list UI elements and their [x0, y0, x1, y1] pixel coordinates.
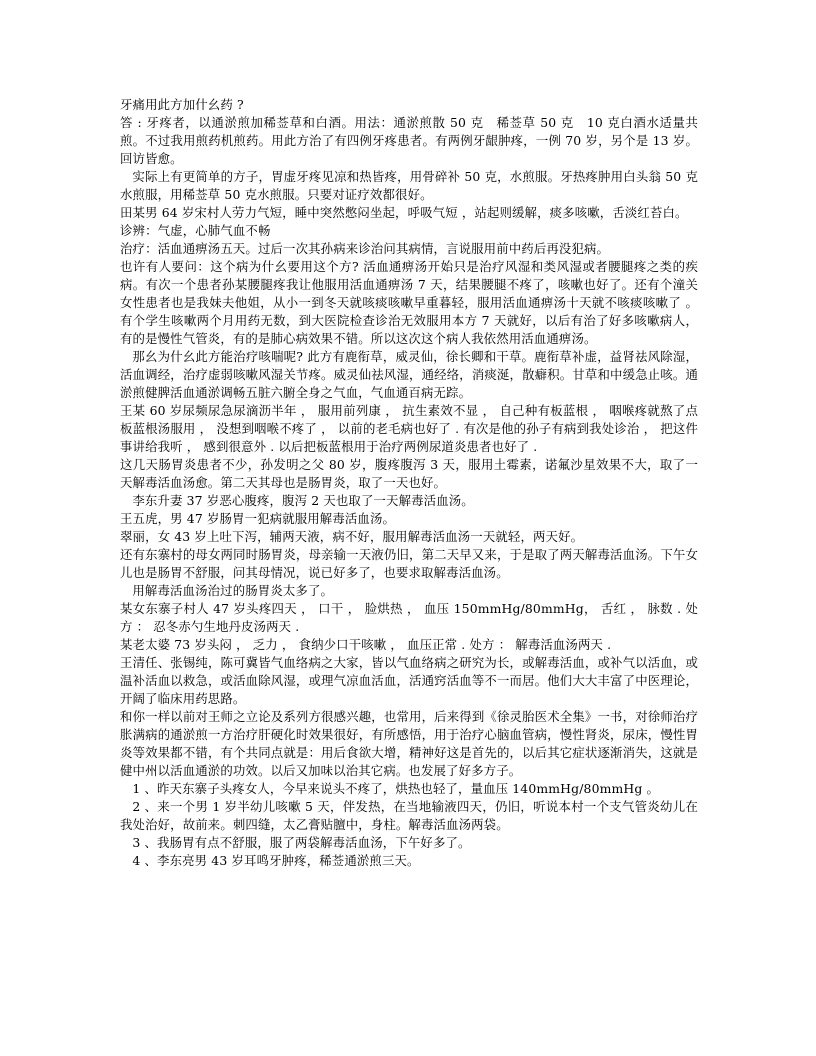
case-li-line: 李东升妻 37 岁恶心腹疼，腹泻 2 天也取了一天解毒活血汤。	[132, 493, 474, 508]
answer-paragraph: 答 : 牙疼者，以通淤煎加稀莶草和白酒。用法：通淤煎散 50 克 稀莶草 50 克 10 克白酒水适量共煎。不过我用煎药机煎药。用此方治了有四例牙疼患者。有两例牙龈肿疼，一例 70 岁，另个是 13 岁。回访皆愈。	[120, 115, 698, 166]
case-mother-daughter-paragraph: 还有东寨村的母女两同时肠胃炎，母亲输一天液仍旧，第二天早又来，于是取了两天解毒活血汤。下午女儿也是肠胃不舒服，问其母情况，说已好多了，也要求取解毒活血汤。	[120, 547, 698, 580]
document-page	[120, 96, 698, 870]
treatment-line: 治疗：活血通痹汤五天。过后一次其孙病来诊治问其病情，言说服用前中药后再没犯病。	[120, 241, 610, 256]
case-cuili-line: 翠丽，女 43 岁上吐下泻，辅两天液，病不好，服用解毒活血汤一天就轻，两天好。	[120, 529, 584, 544]
summary-line: 用解毒活血汤治过的肠胃炎太多了。	[132, 583, 334, 598]
gastroenteritis-paragraph: 这几天肠胃炎患者不少，孙发明之父 80 岁，腹疼腹泻 3 天，服用土霉素，诺氟沙星效果不大，取了一天解毒活血汤愈。第二天其母也是肠胃炎，取了一天也好。	[120, 457, 698, 490]
case-wang-paragraph: 王某 60 岁尿频尿急尿滴沥半年 ， 服用前列康 ， 抗生素效不显 ， 自己种有板蓝根 ， 咽喉疼就熬了点板蓝根汤服用 ， 没想到咽喉不疼了 ， 以前的老毛病也好了 . 有次是他的孙子有病到我处诊治 ， 把这件事讲给我听 ， 感到很意外 . 以后把板蓝根用于治疗两例尿道炎患者也好了 .	[120, 403, 698, 454]
case-headache-woman-paragraph: 某女东寨子村人 47 岁头疼四天 ， 口干 ， 脸烘热 ， 血压 150mmHg/80mmHg， 舌红 ， 脉数 . 处方 ： 忍冬赤勺生地丹皮汤两天 .	[120, 601, 698, 634]
list-item: 1 、昨天东寨子头疼女人，今早来说头不疼了，烘热也轻了，量血压 140mmHg/80mmHg 。	[132, 781, 660, 796]
list-item: 2 、来一个男 1 岁半幼儿咳嗽 5 天，伴发热，在当地输液四天，仍旧，听说本村一个支气管炎幼儿在我处治好，故前来。刺四缝，太乙膏贴膻中，身柱。解毒活血汤两袋。	[120, 799, 698, 832]
case-wangwuhu-line: 王五虎，男 47 岁肠胃一犯病就服用解毒活血汤。	[120, 511, 396, 526]
heading-question: 牙痛用此方加什幺药 ?	[120, 97, 244, 112]
experience-paragraph: 和你一样以前对王师之立论及系列方很感兴趣，也常用，后来得到《徐灵胎医术全集》一书，对徐师治疗胀满病的通淤煎一方治疗肝硬化时效果很好，有所感悟，用于治疗心脑血管病，慢性肾炎，尿床，慢性胃炎等效果都不错，有个共同点就是：用后食欲大增，精神好这是首先的，以后其它症状逐渐消失，这就是健中州以活血通淤的功效。以后又加味以治其它病。也发展了好多方子。	[120, 709, 698, 778]
case-tian-paragraph: 田某男 64 岁宋村人劳力气短，睡中突然憋闷坐起，呼吸气短 ，站起则缓解，痰多咳嗽，舌淡红苔白。	[120, 205, 688, 220]
case-old-woman-line: 某老太婆 73 岁头闷 ， 乏力 ， 食纳少口干咳嗽 ， 血压正常 . 处方 ： 解毒活血汤两天 .	[120, 637, 612, 652]
simple-prescription-paragraph: 实际上有更简单的方子，胃虚牙疼见凉和热皆疼，用骨碎补 50 克，水煎服。牙热疼肿用白头翁 50 克水煎服，用稀莶草 50 克水煎服。只要对证疗效都很好。	[120, 169, 698, 202]
diagnosis-line: 诊辨：气虚，心肺气血不畅	[120, 223, 271, 238]
explanation-paragraph: 也许有人要问：这个病为什幺要用这个方? 活血通痹汤开始只是治疗风湿和类风湿或者腰腿疼之类的疾病。有次一个患者孙某腰腿疼我让他服用活血通痹汤 7 天，结果腰腿不疼了，咳嗽也好了。还有个潼关女性患者也是我妹夫他姐，从小一到冬天就咳痰咳嗽早重暮轻，服用活血通痹汤十天就不咳痰咳嗽了 。有个学生咳嗽两个月用药无数，到大医院检查诊治无效服用本方 7 天就好，以后有治了好多咳嗽病人，有的是慢性气管炎，有的是肺心病效果不错。所以这次这个病人我依然用活血通痹汤。	[120, 259, 698, 346]
herb-analysis-paragraph: 那幺为什幺此方能治疗咳喘呢? 此方有鹿衔草，威灵仙，徐长卿和干草。鹿衔草补虚，益肾祛风除湿，活血调经，治疗虚弱咳嗽风湿关节疼。威灵仙祛风湿，通经络，消痰涎，散癖积。甘草和中缓急止咳。通淤煎健脾活血通淤调畅五脏六腑全身之气血，气血通百病无踪。	[120, 349, 698, 400]
masters-paragraph: 王清任、张锡纯，陈可冀皆气血络病之大家，皆以气血络病之研究为长，或解毒活血，或补气以活血，或温补活血以救急，或活血除风湿，或理气凉血活血，活通窍活血等不一而居。他们大大丰富了中医理论，开阔了临床用药思路。	[120, 655, 698, 706]
list-item: 3 、我肠胃有点不舒服，服了两袋解毒活血汤，下午好多了。	[132, 835, 471, 850]
list-item: 4 、李东亮男 43 岁耳鸣牙肿疼，稀莶通淤煎三天。	[132, 853, 420, 868]
